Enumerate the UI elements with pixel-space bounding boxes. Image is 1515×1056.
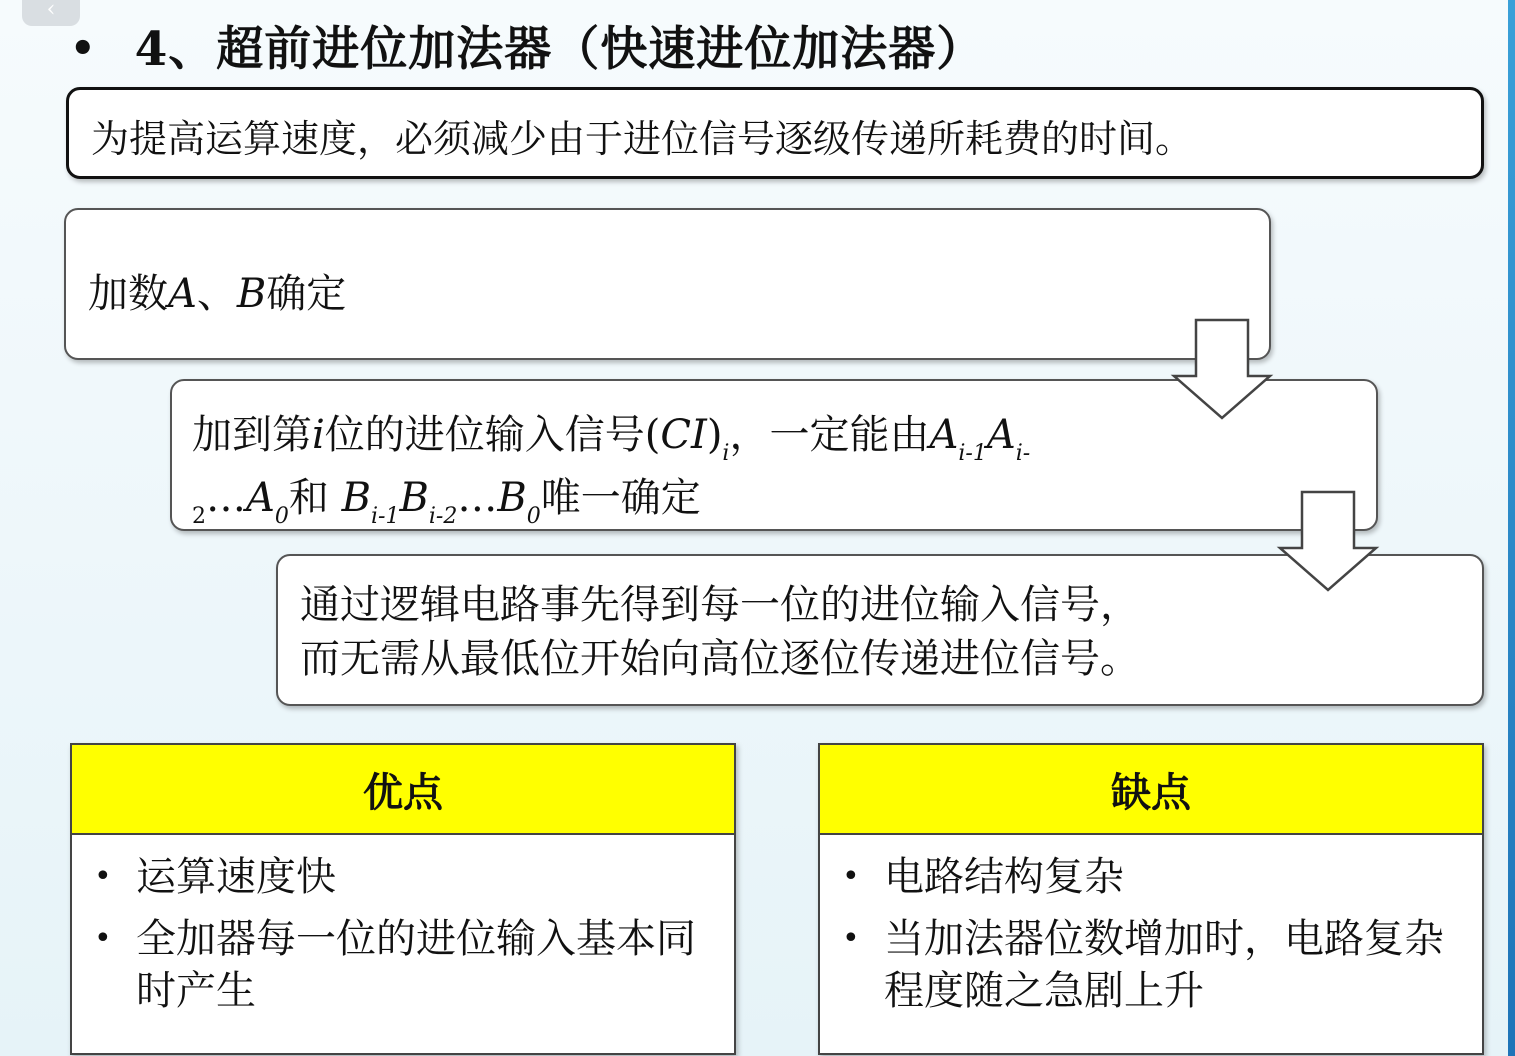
step2-line2 bbox=[192, 470, 1356, 533]
step1-suffix: 确定 bbox=[266, 271, 347, 317]
bullet-icon: • bbox=[842, 921, 860, 956]
step2-b0: B bbox=[497, 475, 527, 521]
advantages-panel bbox=[70, 743, 736, 1055]
step2-b-sub1: i-1 bbox=[371, 504, 400, 529]
disadvantages-panel bbox=[818, 743, 1484, 1055]
step2-ci-sub: i bbox=[722, 441, 730, 466]
step2-text-b: 位的进位输入信号( bbox=[324, 412, 661, 458]
step2-a: A bbox=[929, 412, 959, 458]
advantages-header: 优点 bbox=[72, 745, 734, 835]
step1-prefix: 加数 bbox=[88, 271, 168, 317]
step-box-1 bbox=[64, 208, 1271, 360]
disadvantage-text: 当加法器位数增加时，电路复杂程度随之急剧上升 bbox=[884, 916, 1444, 1014]
step2-ellipsis1: … bbox=[206, 475, 246, 521]
step2-a-sub2: i- bbox=[1015, 441, 1031, 466]
title-bullet: • bbox=[70, 25, 97, 72]
step2-line2-text: 唯一确定 bbox=[540, 475, 701, 521]
step1-var-b: B bbox=[236, 271, 267, 317]
list-item bbox=[820, 851, 1482, 903]
bullet-icon: • bbox=[842, 859, 860, 894]
step2-paren: ) bbox=[706, 412, 723, 458]
chevron-left-icon: ‹ bbox=[46, 0, 56, 22]
disadvantages-header: 缺点 bbox=[820, 745, 1482, 835]
step2-b: B bbox=[341, 475, 372, 521]
bullet-icon: • bbox=[94, 921, 112, 956]
advantage-text: 全加器每一位的进位输入基本同时产生 bbox=[136, 916, 696, 1014]
down-arrow-icon bbox=[1276, 490, 1380, 594]
step2-text-a: 加到第 bbox=[192, 412, 312, 458]
list-item bbox=[820, 913, 1482, 1017]
step2-a-sub1: i-1 bbox=[958, 441, 987, 466]
step3-line1: 通过逻辑电路事先得到每一位的进位输入信号， bbox=[300, 582, 1140, 628]
step2-a0: A bbox=[246, 475, 275, 521]
slide-edge-accent bbox=[1508, 0, 1515, 1056]
step1-sep: 、 bbox=[196, 271, 237, 317]
intro-box bbox=[66, 87, 1484, 179]
step1-var-a: A bbox=[168, 271, 197, 317]
step3-line2: 而无需从最低位开始向高位逐位传递进位信号。 bbox=[300, 636, 1140, 682]
title-text: 4、超前进位加法器（快速进位加法器） bbox=[134, 22, 985, 77]
step2-b2: B bbox=[399, 475, 429, 521]
step2-ci: CI bbox=[660, 412, 707, 458]
down-arrow-icon bbox=[1170, 318, 1274, 422]
disadvantage-text: 电路结构复杂 bbox=[884, 854, 1124, 900]
slide-title bbox=[70, 12, 984, 79]
step2-b0-sub: 0 bbox=[526, 504, 541, 529]
step2-line2-sub: 2 bbox=[192, 504, 206, 529]
step2-ellipsis2: … bbox=[457, 475, 498, 521]
step2-text-c: ，一定能由 bbox=[729, 412, 930, 458]
step2-a2: A bbox=[986, 412, 1016, 458]
bullet-icon: • bbox=[94, 859, 112, 894]
step2-var-i: i bbox=[312, 412, 325, 458]
disadvantages-list bbox=[820, 835, 1482, 1017]
step2-and: 和 bbox=[288, 475, 329, 521]
list-item bbox=[72, 851, 734, 903]
list-item bbox=[72, 913, 734, 1017]
advantage-text: 运算速度快 bbox=[136, 854, 336, 900]
step2-a0-sub: 0 bbox=[274, 504, 289, 529]
step2-b-sub2: i-2 bbox=[428, 504, 458, 529]
intro-text: 为提高运算速度，必须减少由于进位信号逐级传递所耗费的时间。 bbox=[91, 117, 1194, 161]
advantages-list bbox=[72, 835, 734, 1017]
